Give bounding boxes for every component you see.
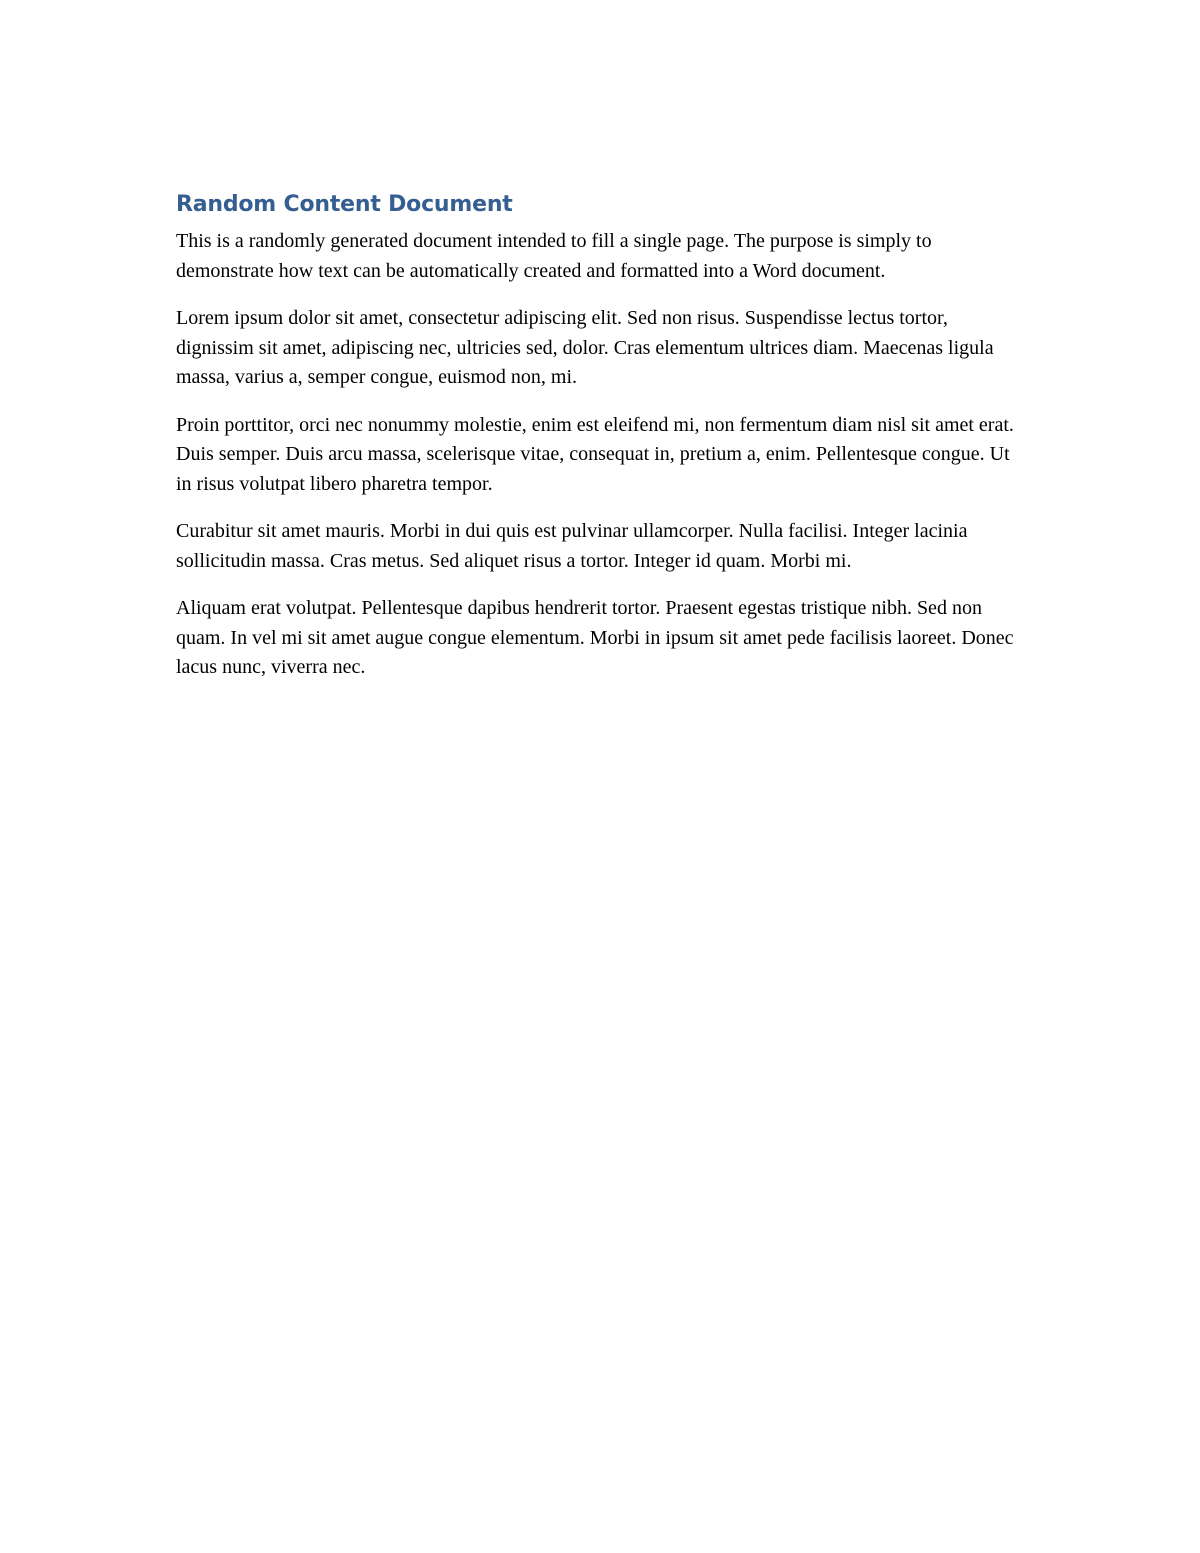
paragraph-intro: This is a randomly generated document intended to fill a single page. The purpose is simply to demonstrate how text can be automatically created and formatted into a Word document. <box>176 230 932 282</box>
paragraph-2: Lorem ipsum dolor sit amet, consectetur adipiscing elit. Sed non risus. Suspendisse lectus tortor, dignissim sit amet, adipiscing nec, ultricies sed, dolor. Cras elementum ultrices diam. Maecenas ligula massa, varius a, semper congue, euismod non, mi. <box>176 307 994 388</box>
paragraph-4: Curabitur sit amet mauris. Morbi in dui quis est pulvinar ullamcorper. Nulla facilisi. Integer lacinia sollicitudin massa. Cras metus. Sed aliquet risus a tortor. Integer id quam. Morbi mi. <box>176 520 968 572</box>
paragraph-5: Aliquam erat volutpat. Pellentesque dapibus hendrerit tortor. Praesent egestas tristique nibh. Sed non quam. In vel mi sit amet augue congue elementum. Morbi in ipsum sit amet pede facilisis laoreet. Donec lacus nunc, viverra nec. <box>176 597 1014 678</box>
document-body <box>176 190 1026 701</box>
paragraph-3: Proin porttitor, orci nec nonummy molestie, enim est eleifend mi, non fermentum diam nisl sit amet erat. Duis semper. Duis arcu massa, scelerisque vitae, consequat in, pretium a, enim. Pellentesque congue. Ut in risus volutpat libero pharetra tempor. <box>176 413 1014 495</box>
document-title: Random Content Document <box>176 192 513 217</box>
